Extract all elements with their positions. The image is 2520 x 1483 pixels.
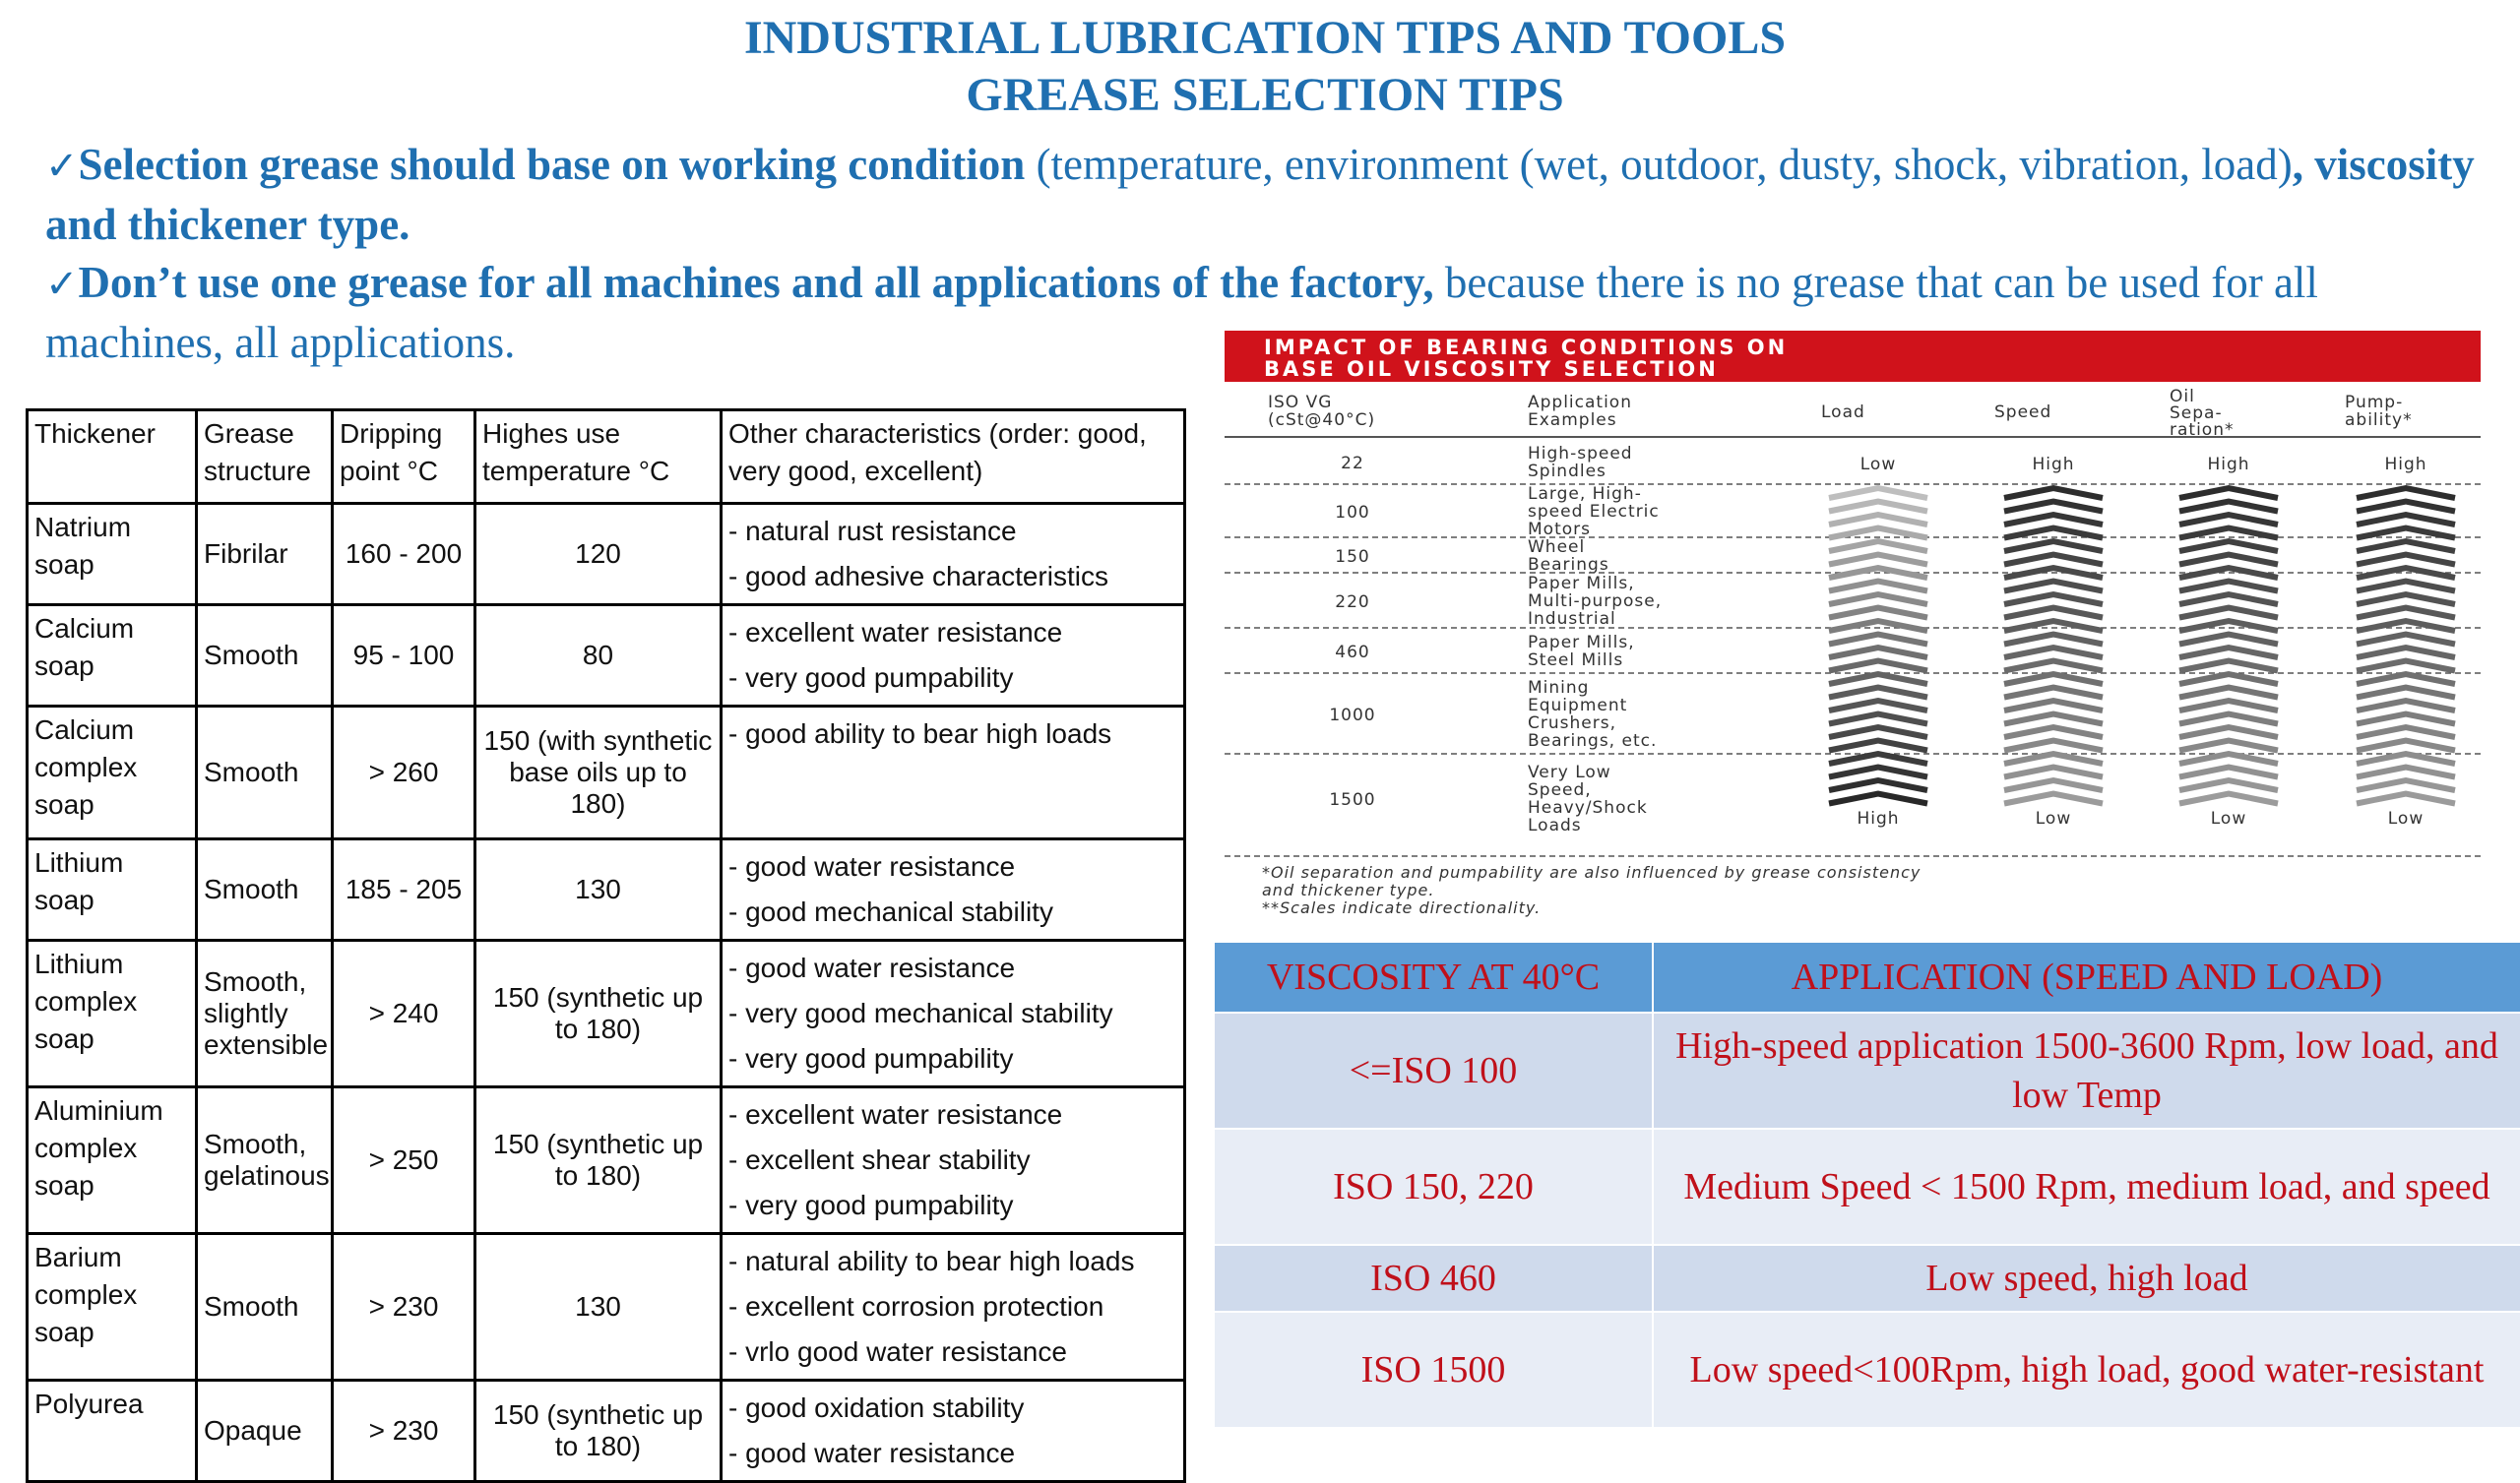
scale-chevron: [2357, 688, 2455, 698]
cell-dripping: > 260: [333, 707, 475, 839]
characteristic-item: - natural ability to bear high loads: [728, 1246, 1135, 1276]
tip-1-text: (temperature, environment (wet, outdoor, dusty, shock, vibration, load): [1025, 140, 2293, 189]
cell-other-characteristics: [722, 707, 1185, 839]
characteristic-item: - very good pumpability: [728, 1043, 1014, 1074]
scale-chevron: [2179, 648, 2278, 657]
scale-chevron: [2179, 608, 2278, 618]
characteristic-item: - vrlo good water resistance: [728, 1336, 1067, 1367]
column-header: Examples: [1528, 410, 1617, 430]
scale-chevron: [1829, 701, 1927, 711]
scale-chevron: [2004, 635, 2103, 645]
scale-chevron: [1829, 541, 1927, 551]
page-title: INDUSTRIAL LUBRICATION TIPS AND TOOLS: [743, 12, 1787, 64]
tip-1-bold-end: , viscosity and thickener type.: [45, 140, 2475, 249]
scale-chevron: [2357, 528, 2455, 538]
scale-chevron: [2357, 780, 2455, 790]
application-example: Spindles: [1528, 462, 1606, 481]
application-example: Wheel: [1528, 537, 1586, 557]
cell-max-temp: 120: [475, 504, 722, 605]
cell-dripping: > 230: [333, 1234, 475, 1381]
scale-chevron: [2179, 688, 2278, 698]
scale-chevron: [2179, 674, 2278, 684]
scale-chevron: [2004, 502, 2103, 512]
cell-structure: Smooth: [197, 605, 333, 707]
scale-chevron: [1829, 582, 1927, 591]
cell-max-temp: 150 (with synthetic base oils up to 180): [475, 707, 722, 839]
scale-chevron: [2004, 794, 2103, 804]
scale-chevron: [2357, 502, 2455, 512]
application-example: Mining: [1528, 678, 1590, 698]
column-header: Application: [1528, 393, 1632, 412]
scale-chevron: [2004, 741, 2103, 751]
viscosity-application-table: [1213, 941, 2520, 1429]
header-viscosity: VISCOSITY AT 40°C: [1214, 942, 1653, 1013]
cell-other-characteristics: [722, 504, 1185, 605]
scale-chevron: [2357, 635, 2455, 645]
cell-structure: Smooth, slightly extensible: [197, 941, 333, 1087]
characteristic-item: - good ability to bear high loads: [728, 718, 1112, 749]
cell-other-characteristics: [722, 1234, 1185, 1381]
chart-footnote: **Scales indicate directionality.: [1262, 898, 1542, 917]
scale-chevron: [2004, 541, 2103, 551]
header-thickener: Thickener: [28, 410, 197, 504]
scale-chevron: [2179, 555, 2278, 565]
tip-2-bold: Don’t use one grease for all machines and all applications of the factory,: [78, 258, 1434, 307]
characteristic-item: - very good pumpability: [728, 662, 1014, 693]
cell-application: High-speed application 1500-3600 Rpm, low load, and low Temp: [1653, 1013, 2520, 1129]
cell-max-temp: 150 (synthetic up to 180): [475, 941, 722, 1087]
iso-grade: 150: [1335, 547, 1370, 567]
application-example: Speed,: [1528, 780, 1592, 800]
scale-label: High: [2032, 455, 2075, 474]
scale-chevron: [2357, 754, 2455, 764]
scale-chevron: [2179, 541, 2278, 551]
scale-label: High: [2207, 455, 2250, 474]
iso-grade: 220: [1335, 592, 1370, 612]
cell-structure: Smooth, gelatinous: [197, 1087, 333, 1234]
cell-dripping: > 230: [333, 1381, 475, 1482]
iso-grade: 100: [1335, 503, 1370, 523]
scale-chevron: [2179, 635, 2278, 645]
scale-chevron: [2357, 594, 2455, 604]
scale-chevron: [2357, 541, 2455, 551]
application-example: Multi-purpose,: [1528, 591, 1663, 611]
cell-thickener: Natrium soap: [28, 504, 197, 605]
check-icon: ✓: [45, 262, 79, 307]
cell-max-temp: 130: [475, 1234, 722, 1381]
column-header: Sepa-: [2170, 403, 2223, 423]
application-example: Large, High-: [1528, 484, 1642, 504]
page-subtitle: GREASE SELECTION TIPS: [966, 69, 1564, 121]
cell-structure: Opaque: [197, 1381, 333, 1482]
scale-chevron: [1829, 635, 1927, 645]
scale-chevron: [1829, 555, 1927, 565]
table-row: [28, 1087, 1185, 1234]
cell-dripping: > 250: [333, 1087, 475, 1234]
scale-label: Low: [2035, 809, 2072, 829]
scale-chevron: [2179, 528, 2278, 538]
scale-chevron: [2179, 794, 2278, 804]
characteristic-item: - good water resistance: [728, 1438, 1016, 1468]
scale-chevron: [1829, 727, 1927, 737]
scale-chevron: [2179, 594, 2278, 604]
scale-label: Low: [1859, 455, 1897, 474]
application-example: High-speed: [1528, 444, 1633, 463]
application-example: Very Low: [1528, 763, 1611, 782]
cell-viscosity: ISO 460: [1214, 1245, 1653, 1312]
iso-grade: 22: [1341, 454, 1364, 473]
scale-chevron: [2179, 621, 2278, 631]
scale-chevron: [2004, 488, 2103, 498]
scale-chevron: [2357, 621, 2455, 631]
cell-thickener: Lithium soap: [28, 839, 197, 941]
scale-chevron: [2004, 688, 2103, 698]
cell-other-characteristics: [722, 941, 1185, 1087]
cell-other-characteristics: [722, 839, 1185, 941]
scale-chevron: [2004, 621, 2103, 631]
scale-chevron: [2357, 701, 2455, 711]
cell-thickener: Barium complex soap: [28, 1234, 197, 1381]
scale-chevron: [2357, 661, 2455, 671]
scale-chevron: [2179, 502, 2278, 512]
scale-chevron: [2004, 674, 2103, 684]
scale-chevron: [1829, 688, 1927, 698]
cell-dripping: 185 - 205: [333, 839, 475, 941]
cell-thickener: Polyurea: [28, 1381, 197, 1482]
scale-chevron: [1829, 714, 1927, 724]
scale-chevron: [1829, 608, 1927, 618]
table-row: [28, 707, 1185, 839]
characteristic-item: - very good pumpability: [728, 1190, 1014, 1220]
scale-chevron: [2004, 661, 2103, 671]
application-example: Crushers,: [1528, 713, 1616, 733]
scale-chevron: [2179, 780, 2278, 790]
table-row: [1214, 1013, 2520, 1129]
characteristic-item: - good water resistance: [728, 851, 1016, 882]
cell-max-temp: 150 (synthetic up to 180): [475, 1087, 722, 1234]
characteristic-item: - good mechanical stability: [728, 896, 1053, 927]
scale-chevron: [1829, 528, 1927, 538]
scale-chevron: [2004, 528, 2103, 538]
tip-2-text: because there is no grease that can be used for all machines, all applications.: [45, 258, 2318, 367]
tip-1-bold: Selection grease should base on working condition: [78, 140, 1026, 189]
cell-other-characteristics: [722, 605, 1185, 707]
iso-grade: 1000: [1329, 706, 1376, 725]
application-example: Paper Mills,: [1528, 633, 1635, 652]
scale-chevron: [1829, 741, 1927, 751]
scale-chevron: [2357, 555, 2455, 565]
characteristic-item: - excellent water resistance: [728, 1099, 1063, 1130]
header-max-temp: Highes use temperature °C: [475, 410, 722, 504]
table-row: [28, 839, 1185, 941]
scale-chevron: [2179, 727, 2278, 737]
chart-title: BASE OIL VISCOSITY SELECTION: [1264, 357, 1719, 381]
iso-grade: 460: [1335, 643, 1370, 662]
characteristic-item: - excellent water resistance: [728, 617, 1063, 648]
scale-chevron: [2357, 515, 2455, 525]
characteristic-item: - natural rust resistance: [728, 516, 1017, 546]
table-row: [28, 1234, 1185, 1381]
cell-viscosity: ISO 1500: [1214, 1312, 1653, 1428]
cell-structure: Fibrilar: [197, 504, 333, 605]
characteristic-item: - good adhesive characteristics: [728, 561, 1108, 591]
cell-viscosity: <=ISO 100: [1214, 1013, 1653, 1129]
scale-chevron: [1829, 674, 1927, 684]
scale-chevron: [1829, 594, 1927, 604]
column-header: ISO VG: [1268, 393, 1333, 412]
column-header: ability*: [2345, 410, 2413, 430]
scale-chevron: [2179, 488, 2278, 498]
scale-chevron: [1829, 488, 1927, 498]
table-row: [28, 941, 1185, 1087]
scale-chevron: [2357, 714, 2455, 724]
cell-dripping: > 240: [333, 941, 475, 1087]
scale-chevron: [2004, 714, 2103, 724]
scale-chevron: [2179, 582, 2278, 591]
table-row: [1214, 1312, 2520, 1428]
scale-chevron: [2357, 768, 2455, 777]
cell-thickener: Aluminium complex soap: [28, 1087, 197, 1234]
application-example: Industrial: [1528, 609, 1616, 629]
column-header: Speed: [1994, 402, 2052, 422]
characteristic-item: - excellent shear stability: [728, 1144, 1031, 1175]
scale-chevron: [2004, 608, 2103, 618]
application-example: Bearings, etc.: [1528, 731, 1658, 751]
column-header: Load: [1821, 402, 1865, 422]
scale-chevron: [2357, 648, 2455, 657]
cell-thickener: Lithium complex soap: [28, 941, 197, 1087]
cell-application: Low speed<100Rpm, high load, good water-resistant: [1653, 1312, 2520, 1428]
cell-viscosity: ISO 150, 220: [1214, 1129, 1653, 1245]
column-header: Oil: [2170, 387, 2195, 406]
scale-chevron: [2004, 754, 2103, 764]
cell-dripping: 160 - 200: [333, 504, 475, 605]
iso-grade: 1500: [1329, 790, 1376, 810]
scale-chevron: [1829, 780, 1927, 790]
check-icon: ✓: [45, 144, 79, 189]
scale-chevron: [2179, 768, 2278, 777]
scale-chevron: [2004, 727, 2103, 737]
scale-chevron: [1829, 754, 1927, 764]
scale-chevron: [2179, 701, 2278, 711]
scale-chevron: [2357, 582, 2455, 591]
application-example: Steel Mills: [1528, 650, 1624, 670]
scale-label: Low: [2210, 809, 2247, 829]
cell-max-temp: 130: [475, 839, 722, 941]
application-example: Bearings: [1528, 555, 1609, 575]
cell-other-characteristics: [722, 1381, 1185, 1482]
cell-application: Medium Speed < 1500 Rpm, medium load, and speed: [1653, 1129, 2520, 1245]
application-example: Loads: [1528, 816, 1582, 835]
cell-structure: Smooth: [197, 1234, 333, 1381]
scale-chevron: [2357, 794, 2455, 804]
scale-chevron: [2179, 714, 2278, 724]
application-example: speed Electric: [1528, 502, 1660, 522]
scale-chevron: [2357, 741, 2455, 751]
characteristic-item: - excellent corrosion protection: [728, 1291, 1104, 1322]
application-example: Paper Mills,: [1528, 574, 1635, 593]
characteristic-item: - good water resistance: [728, 953, 1016, 983]
scale-label: High: [2384, 455, 2427, 474]
scale-chevron: [1829, 621, 1927, 631]
scale-chevron: [2004, 515, 2103, 525]
scale-chevron: [2179, 754, 2278, 764]
scale-chevron: [2357, 488, 2455, 498]
chart-footnote: *Oil separation and pumpability are also influenced by grease consistency: [1262, 863, 1922, 882]
table-row: [28, 1381, 1185, 1482]
bearing-conditions-chart: [1225, 331, 2494, 921]
scale-chevron: [1829, 661, 1927, 671]
cell-structure: Smooth: [197, 707, 333, 839]
scale-chevron: [1829, 502, 1927, 512]
chart-footnote: and thickener type.: [1262, 881, 1435, 899]
scale-chevron: [2357, 727, 2455, 737]
cell-application: Low speed, high load: [1653, 1245, 2520, 1312]
scale-chevron: [2004, 594, 2103, 604]
column-header: ration*: [2170, 420, 2235, 440]
table-row: [28, 504, 1185, 605]
application-example: Equipment: [1528, 696, 1628, 715]
application-example: Motors: [1528, 520, 1591, 539]
scale-chevron: [1829, 648, 1927, 657]
grease-thickener-table: [26, 408, 1186, 1483]
scale-chevron: [2357, 674, 2455, 684]
scale-chevron: [2004, 648, 2103, 657]
application-example: Heavy/Shock: [1528, 798, 1648, 818]
characteristic-item: - very good mechanical stability: [728, 998, 1113, 1028]
scale-chevron: [2004, 555, 2103, 565]
header-other: Other characteristics (order: good, very good, excellent): [722, 410, 1185, 504]
scale-chevron: [2004, 768, 2103, 777]
header-dripping: Dripping point °C: [333, 410, 475, 504]
scale-label: Low: [2387, 809, 2425, 829]
column-header: (cSt@40°C): [1268, 410, 1376, 430]
header-structure: Grease structure: [197, 410, 333, 504]
table-row: [28, 605, 1185, 707]
tip-1: [45, 136, 2487, 254]
cell-thickener: Calcium soap: [28, 605, 197, 707]
scale-chevron: [2179, 741, 2278, 751]
scale-label: High: [1857, 809, 1900, 829]
scale-chevron: [2004, 582, 2103, 591]
cell-dripping: 95 - 100: [333, 605, 475, 707]
scale-chevron: [1829, 794, 1927, 804]
column-header: Pump-: [2345, 393, 2404, 412]
scale-chevron: [1829, 768, 1927, 777]
cell-thickener: Calcium complex soap: [28, 707, 197, 839]
cell-max-temp: 80: [475, 605, 722, 707]
scale-chevron: [2179, 515, 2278, 525]
header-application: APPLICATION (SPEED AND LOAD): [1653, 942, 2520, 1013]
table-row: [1214, 1129, 2520, 1245]
scale-chevron: [2004, 701, 2103, 711]
cell-structure: Smooth: [197, 839, 333, 941]
scale-chevron: [2357, 608, 2455, 618]
scale-chevron: [1829, 515, 1927, 525]
scale-chevron: [2004, 780, 2103, 790]
table-row: [1214, 1245, 2520, 1312]
chart-title: IMPACT OF BEARING CONDITIONS ON: [1264, 336, 1789, 359]
cell-max-temp: 150 (synthetic up to 180): [475, 1381, 722, 1482]
characteristic-item: - good oxidation stability: [728, 1392, 1025, 1423]
scale-chevron: [2179, 661, 2278, 671]
cell-other-characteristics: [722, 1087, 1185, 1234]
